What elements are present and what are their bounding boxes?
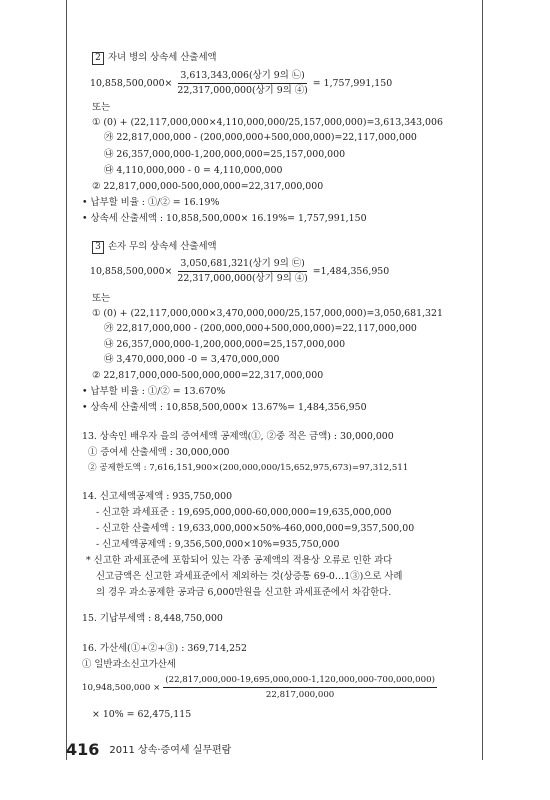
page-footer — [66, 740, 231, 759]
calc-line: ㉮ 22,817,000,000 - (200,000,000+500,000,000)=22,117,000,000 — [104, 132, 417, 143]
fraction-formula: 10,858,500,000× $\frac{\text{3,050,681,321(상기 9의 ㉢)}}{\text{22,317,000,000(상기 9의 ④)}}$ =1,484,356,950 — [90, 258, 390, 284]
calc-line: ㉰ 4,110,000,000 - 0 = 4,110,000,000 — [104, 165, 283, 176]
fraction-formula: 10,858,500,000× $\frac{\text{3,613,343,006(상기 9의 ㉡)}}{\text{22,317,000,000(상기 9의 ④)}}$ = 1,757,991,150 — [90, 70, 393, 96]
or-label: 또는 — [92, 102, 111, 113]
note-line: 의 경우 과소공제한 공과금 6,000만원을 신고한 과세표준에서 차감한다. — [96, 587, 392, 598]
calc-line: ㉰ 3,470,000,000 -0 = 3,470,000,000 — [104, 354, 280, 365]
calc-line: - 신고한 산출세액 : 19,633,000,000×50%-460,000,000=9,357,500,00 — [96, 523, 415, 534]
page-number: 416 — [66, 740, 100, 759]
section-heading: 2 자녀 병의 상속세 산출세액 — [92, 51, 217, 65]
bullet-line: • 납부할 비율 : ①/② = 16.19% — [82, 197, 220, 208]
calc-line: ㉯ 26,357,000,000-1,200,000,000=25,157,000,000 — [104, 149, 346, 160]
calc-line: ㉯ 26,357,000,000-1,200,000,000=25,157,000,000 — [104, 339, 346, 350]
note-line: * 신고한 과세표준에 포함되어 있는 각종 공제액의 적용상 오류로 인한 과다 — [86, 555, 393, 566]
book-title: 2011 상속·증여세 실무편람 — [109, 745, 232, 756]
item-title: 16. 가산세(①+②+③) : 369,714,252 — [82, 643, 247, 654]
note-line: 신고금액은 신고한 과세표준에서 제외하는 것(상증통 69-0…1③)으로 사례 — [96, 571, 403, 582]
calc-line: ② 22,817,000,000-500,000,000=22,317,000,000 — [92, 181, 324, 192]
item-title: 14. 신고세액공제액 : 935,750,000 — [82, 491, 233, 502]
item-title: 15. 기납부세액 : 8,448,750,000 — [82, 613, 223, 624]
calc-line: ② 공제한도액 : 7,616,151,900×(200,000,000/15,652,975,673)=97,312,511 — [88, 463, 409, 473]
calc-line: ① 증여세 산출세액 : 30,000,000 — [88, 447, 230, 458]
calc-line: ㉮ 22,817,000,000 - (200,000,000+500,000,000)=22,117,000,000 — [104, 323, 417, 334]
calc-line: × 10% = 62,475,115 — [92, 709, 192, 720]
bullet-line: • 상속세 산출세액 : 10,858,500,000× 13.67%= 1,484,356,950 — [82, 402, 367, 413]
calc-line: - 신고세액공제액 : 9,356,500,000×10%=935,750,000 — [96, 539, 340, 550]
or-label: 또는 — [92, 293, 111, 304]
calc-line: ① 일반과소신고가산세 — [82, 659, 176, 670]
fraction-formula: 10,948,500,000 × $\frac{(22,817,000,000-19,695,000,000-1,120,000,000-700,000,000)}{22,817,000,000}$ — [82, 675, 435, 700]
item-title: 13. 상속인 배우자 을의 증여세액 공제액(①, ②중 적은 금액) : 30,000,000 — [82, 431, 394, 442]
calc-line: ① (0) + (22,117,000,000×4,110,000,000/25,157,000,000)=3,613,343,006 — [92, 117, 443, 128]
calc-line: ① (0) + (22,117,000,000×3,470,000,000/25,157,000,000)=3,050,681,321 — [92, 308, 443, 319]
bullet-line: • 상속세 산출세액 : 10,858,500,000× 16.19%= 1,757,991,150 — [82, 213, 367, 224]
calc-line: ② 22,817,000,000-500,000,000=22,317,000,000 — [92, 370, 324, 381]
bullet-line: • 납부할 비율 : ①/② = 13.670% — [82, 386, 226, 397]
calc-line: - 신고한 과세표준 : 19,695,000,000-60,000,000=19,635,000,000 — [96, 507, 392, 518]
section-heading: 3 손자 무의 상속세 산출세액 — [92, 240, 217, 254]
